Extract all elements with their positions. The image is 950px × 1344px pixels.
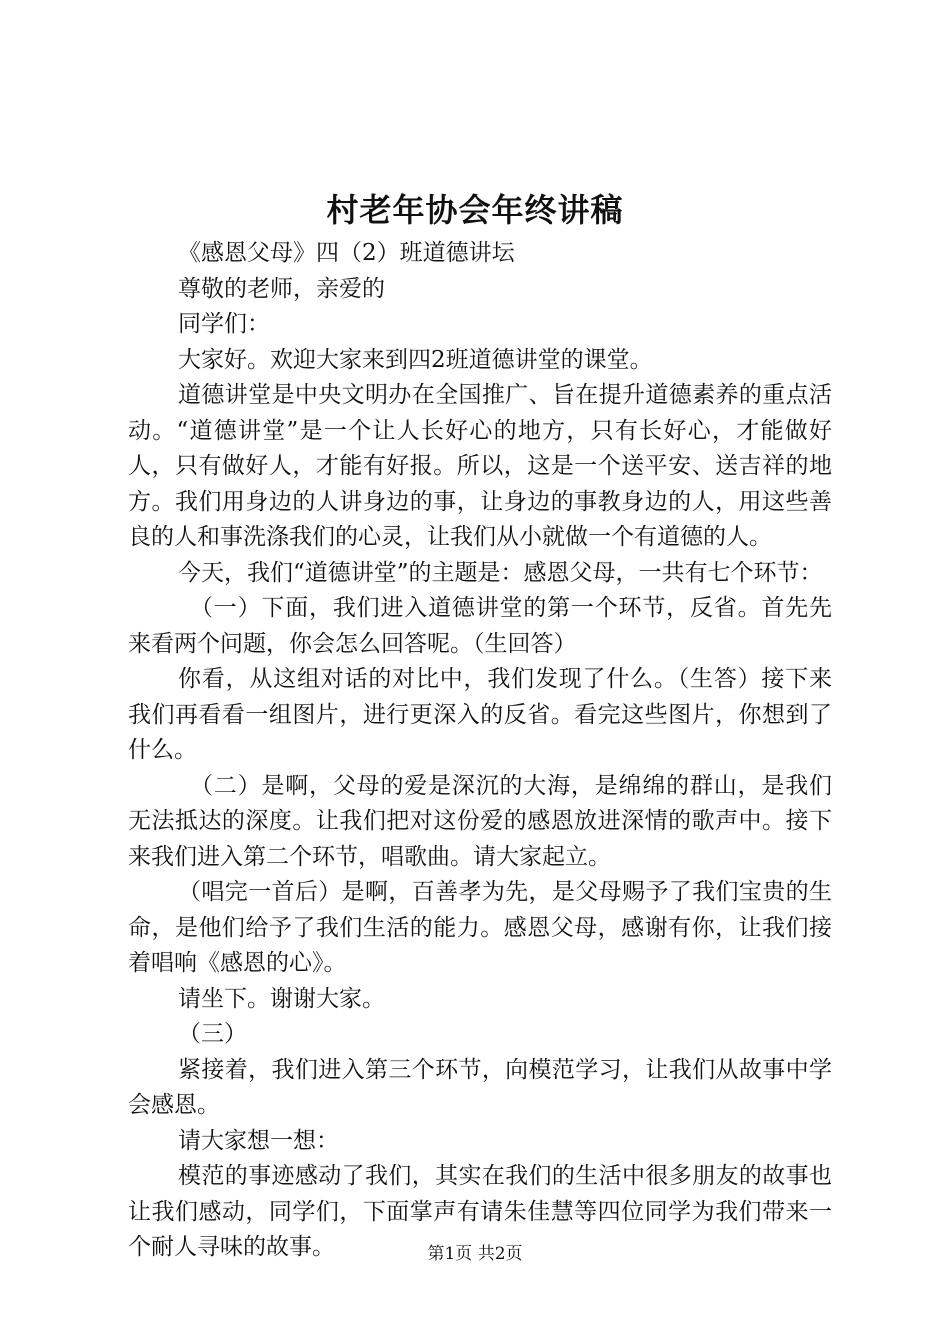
paragraph-think: 请大家想一想：	[178, 1127, 339, 1154]
paragraph-section-three: （三）	[178, 1021, 247, 1047]
paragraph-welcome: 大家好。欢迎大家来到四2班道德讲堂的课堂。	[178, 346, 653, 373]
document-body	[128, 236, 832, 1266]
paragraph-intro: 道德讲堂是中央文明办在全国推广、旨在提升道德素养的重点活动。“道德讲堂”是一个让人长好心的地方，只有长好心，才能做好人，只有做好人，才能有好报。所以，这是一个送平安、送吉祥的地方。我们用身边的人讲身边的事，让身边的事教身边的人，用这些善良的人和事洗涤我们的心灵，让我们从小就做一个有道德的人。	[128, 382, 832, 550]
paragraph-greeting-teachers: 尊敬的老师，亲爱的	[178, 275, 385, 302]
paragraph-after-song: （唱完一首后）是啊，百善孝为先，是父母赐予了我们宝贵的生命，是他们给予了我们生活的能力。感恩父母，感谢有你，让我们接着唱响《感恩的心》。	[128, 879, 832, 976]
paragraph-sit-down: 请坐下。谢谢大家。	[178, 985, 385, 1012]
paragraph-reflection: 你看，从这组对话的对比中，我们发现了什么。（生答）接下来我们再看看一组图片，进行更深入的反省。看完这些图片，你想到了什么。	[128, 666, 832, 763]
page-number-footer: 第1页 共2页	[427, 1244, 523, 1264]
paragraph-theme: 今天，我们“道德讲堂”的主题是：感恩父母，一共有七个环节：	[178, 559, 823, 586]
paragraph-section-one: （一）下面，我们进入道德讲堂的第一个环节，反省。首先先来看两个问题，你会怎么回答呢。（生回答）	[128, 595, 832, 657]
paragraph-section-two: （二）是啊，父母的爱是深沉的大海，是绵绵的群山，是我们无法抵达的深度。让我们把对这份爱的感恩放进深情的歌声中。接下来我们进入第二个环节，唱歌曲。请大家起立。	[128, 772, 832, 870]
paragraph-lecture-heading: 《感恩父母》四（2）班道德讲坛	[178, 240, 515, 266]
paragraph-greeting-students: 同学们：	[178, 311, 270, 337]
paragraph-story: 模范的事迹感动了我们，其实在我们的生活中很多朋友的故事也让我们感动，同学们，下面掌声有请朱佳慧等四位同学为我们带来一个耐人寻味的故事。	[128, 1163, 832, 1260]
document-title: 村老年协会年终讲稿	[326, 191, 624, 229]
paragraph-learn-from-models: 紧接着，我们进入第三个环节，向模范学习，让我们从故事中学会感恩。	[128, 1056, 832, 1118]
